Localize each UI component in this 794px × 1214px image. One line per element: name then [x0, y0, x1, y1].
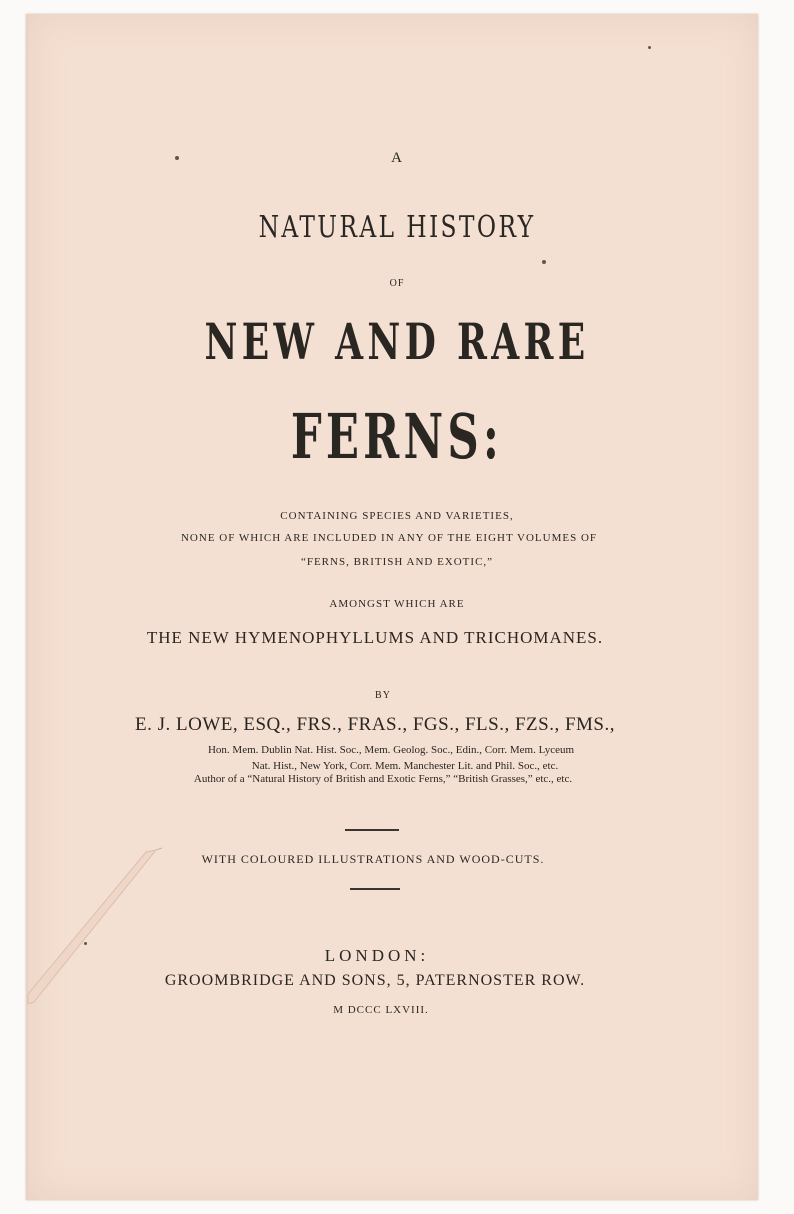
subtitle-amongst: AMONGST WHICH ARE	[329, 598, 465, 610]
title-ferns: FERNS:	[290, 400, 504, 473]
imprint-city: LONDON:	[324, 946, 430, 965]
illustrations-note: WITH COLOURED ILLUSTRATIONS AND WOOD-CUTS.	[201, 852, 545, 866]
byline-by: BY	[375, 690, 391, 701]
ink-speck	[542, 260, 546, 264]
divider-rule-top	[345, 829, 399, 831]
author-honors-line-1: Hon. Mem. Dublin Nat. Hist. Soc., Mem. Geolog. Soc., Edin., Corr. Mem. Lyceum	[207, 744, 575, 756]
subtitle-ferns-british: “FERNS, BRITISH AND EXOTIC,”	[300, 556, 494, 568]
author-honors-line-2: Nat. Hist., New York, Corr. Mem. Manchester Lit. and Phil. Soc., etc.	[251, 760, 559, 772]
ink-speck	[84, 942, 87, 945]
title-natural-history: NATURAL HISTORY	[258, 210, 536, 245]
title-new-and-rare: NEW AND RARE	[204, 312, 590, 371]
ink-speck	[648, 46, 651, 49]
subtitle-containing: CONTAINING SPECIES AND VARIETIES,	[280, 510, 514, 522]
imprint-date: M DCCC LXVIII.	[333, 1004, 429, 1016]
subtitle-hymenophyllums: THE NEW HYMENOPHYLLUMS AND TRICHOMANES.	[146, 628, 604, 647]
subtitle-none-of-which: NONE OF WHICH ARE INCLUDED IN ANY OF THE EIGHT VOLUMES OF	[180, 532, 598, 544]
title-of: OF	[389, 278, 405, 289]
imprint-publisher: GROOMBRIDGE AND SONS, 5, PATERNOSTER ROW.	[164, 972, 586, 989]
divider-rule-bottom	[350, 888, 400, 890]
title-article: A	[391, 150, 403, 166]
author-name: E. J. LOWE, ESQ., FRS., FRAS., FGS., FLS., FZS., FMS.,	[135, 714, 615, 735]
author-honors-line-3: Author of a “Natural History of British and Exotic Ferns,” “British Grasses,” etc., etc.	[193, 773, 573, 785]
